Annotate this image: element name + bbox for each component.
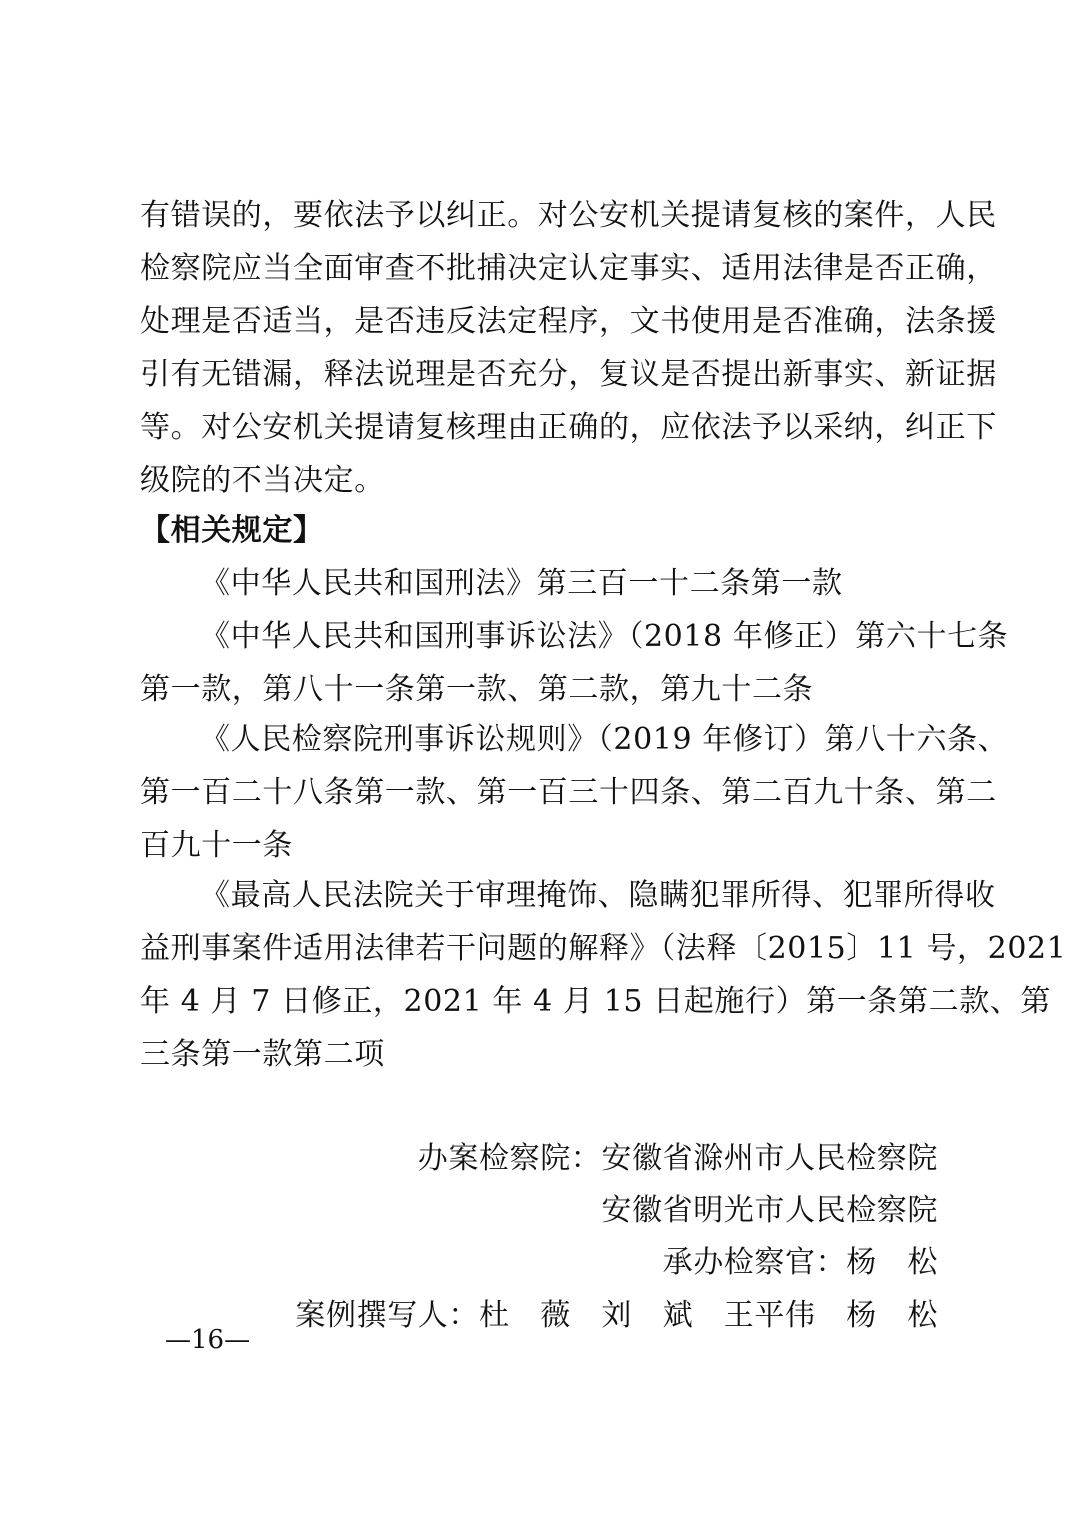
regulation-line-6: 百九十一条 — [140, 828, 293, 863]
regulation-line-9: 年 4 月 7 日修正，2021 年 4 月 15 日起施行）第一条第二款、第 — [140, 984, 1052, 1019]
regulation-line-1: 《中华人民共和国刑法》第三百一十二条第一款 — [200, 566, 843, 601]
writers-line: 案例撰写人：杜 薇 刘 斌 王平伟 杨 松 — [295, 1298, 938, 1333]
section-heading: 【相关规定】 — [140, 513, 324, 548]
regulation-line-7: 《最高人民法院关于审理掩饰、隐瞒犯罪所得、犯罪所得收 — [200, 878, 996, 913]
regulation-line-5: 第一百二十八条第一款、第一百三十四条、第二百九十条、第二 — [140, 775, 997, 810]
body-line-4: 引有无错漏，释法说理是否充分，复议是否提出新事实、新证据 — [140, 357, 997, 392]
regulation-line-4: 《人民检察院刑事诉讼规则》（2019 年修订）第八十六条、 — [200, 722, 1009, 757]
regulation-line-2: 《中华人民共和国刑事诉讼法》（2018 年修正）第六十七条 — [200, 619, 1009, 654]
body-line-1: 有错误的，要依法予以纠正。对公安机关提请复核的案件，人民 — [140, 198, 997, 233]
body-line-5: 等。对公安机关提请复核理由正确的，应依法予以采纳，纠正下 — [140, 410, 997, 445]
page-number: —16— — [165, 1325, 251, 1355]
body-line-6: 级院的不当决定。 — [140, 463, 385, 498]
regulation-line-8: 益刑事案件适用法律若干问题的解释》（法释〔2015〕11 号，2021 — [140, 931, 1067, 966]
body-line-2: 检察院应当全面审查不批捕决定认定事实、适用法律是否正确， — [140, 251, 997, 286]
regulation-line-10: 三条第一款第二项 — [140, 1037, 385, 1072]
procuratorate-line-2: 安徽省明光市人民检察院 — [601, 1193, 938, 1228]
body-line-3: 处理是否适当，是否违反法定程序，文书使用是否准确，法条援 — [140, 304, 997, 339]
regulation-line-3: 第一款，第八十一条第一款、第二款，第九十二条 — [140, 672, 814, 707]
procuratorate-line-1: 办案检察院：安徽省滁州市人民检察院 — [417, 1141, 938, 1176]
prosecutor-line: 承办检察官：杨 松 — [662, 1245, 938, 1280]
